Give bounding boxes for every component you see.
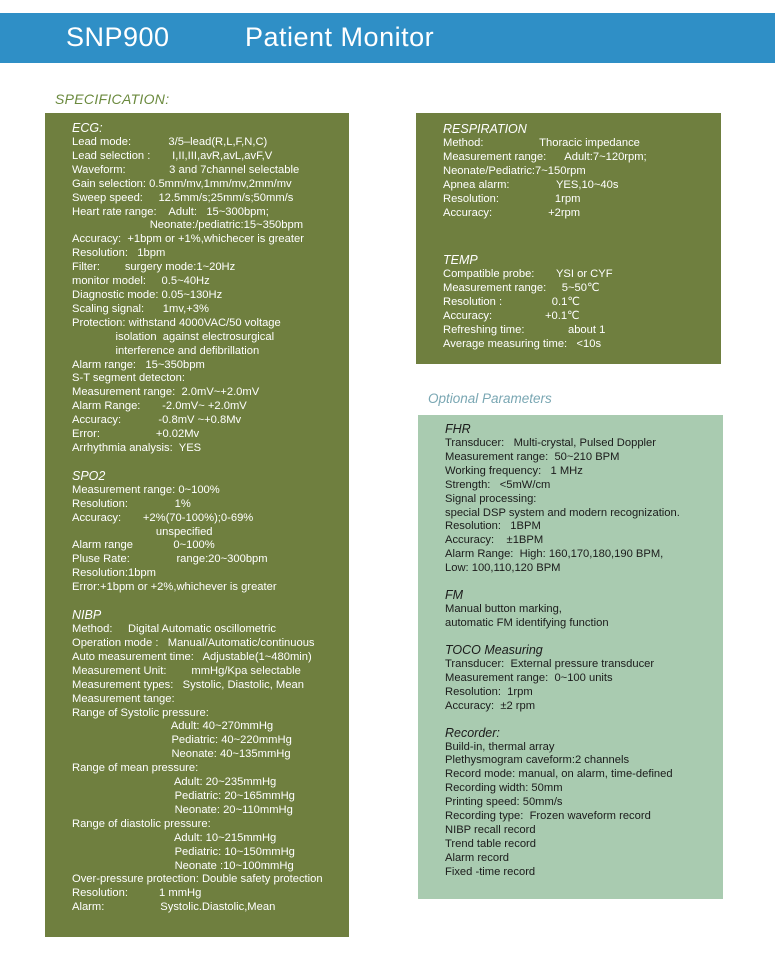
spec-line: monitor model: 0.5~40Hz <box>72 275 210 288</box>
spec-line: Resolution:1bpm <box>72 567 156 580</box>
spec-line: Compatible probe: YSI or CYF <box>443 268 613 281</box>
spec-line: Resolution: 1% <box>72 497 191 510</box>
spec-line: Resolution: 1bpm <box>72 247 166 260</box>
spec-line: Alarm range: 15~350bpm <box>72 358 205 371</box>
optional-panel <box>418 415 723 899</box>
spec-line: Resolution: 1BPM <box>445 520 541 533</box>
spec-line: Pediatric: 20~165mmHg <box>72 789 295 802</box>
spec-line: Measurement range: 0~100% <box>72 483 220 496</box>
spec-line: Average measuring time: <10s <box>443 337 602 350</box>
spec-line: Accuracy: ±1BPM <box>445 534 544 547</box>
spec-line: Neonate:/pediatric:15~350bpm <box>72 219 304 232</box>
spec-line: Resolution: 1rpm <box>445 685 533 698</box>
spec-line: Build-in, thermal array <box>445 740 555 753</box>
optional-heading-bar <box>418 387 723 415</box>
temp-title: TEMP <box>443 253 478 268</box>
fm-section <box>445 588 723 631</box>
recorder-lines <box>445 741 723 880</box>
spec-line: Arrhythmia analysis: YES <box>72 441 202 454</box>
spec-line: Signal processing: <box>445 492 537 505</box>
spec-line: Measurement range: 0~100 units <box>445 671 613 684</box>
nibp-title: NIBP <box>72 608 102 623</box>
spec-line: Alarm range 0~100% <box>72 539 215 552</box>
spec-line: Apnea alarm: YES,10~40s <box>443 178 619 191</box>
spec-line: Neonate: 40~135mmHg <box>72 748 291 761</box>
spec-line: Measurement range: Adult:7~120rpm; <box>443 150 647 163</box>
spec-left-panel <box>45 113 349 937</box>
toco-title: TOCO Measuring <box>445 642 543 657</box>
spec-line: Alarm record <box>445 851 510 864</box>
spec-line: Resolution : 0.1℃ <box>443 296 580 309</box>
respiration-title: RESPIRATION <box>443 122 527 136</box>
spec-right-panel <box>416 113 721 364</box>
spo2-title: SPO2 <box>72 468 106 483</box>
spec-line: Neonate/Pediatric:7~150rpm <box>443 164 586 177</box>
spec-line: Transducer: External pressure transducer <box>445 657 655 670</box>
spec-line: Accuracy: +0.1℃ <box>443 310 580 323</box>
spec-line: Measurement range: 50~210 BPM <box>445 450 620 463</box>
spec-line: Recording width: 50mm <box>445 782 563 795</box>
header-band <box>0 13 775 63</box>
recorder-title: Recorder: <box>445 725 500 740</box>
spec-line: Record mode: manual, on alarm, time-defined <box>445 768 673 781</box>
fm-title: FM <box>445 588 464 603</box>
spec-line: Adult: 40~270mmHg <box>72 720 274 733</box>
spo2-section <box>72 469 349 595</box>
spec-line: Measurement types: Systolic, Diastolic, Mean <box>72 678 304 691</box>
fhr-section <box>445 422 723 576</box>
fhr-title: FHR <box>445 422 471 436</box>
spec-line: Trend table record <box>445 837 536 850</box>
spec-line: Neonate :10~100mmHg <box>72 859 294 872</box>
toco-lines <box>445 658 723 714</box>
spec-line: Protection: withstand 4000VAC/50 voltage <box>72 316 281 329</box>
spec-line: Recording type: Frozen waveform record <box>445 810 651 823</box>
fhr-lines <box>445 437 723 576</box>
spec-line: Measurement range: 2.0mV~+2.0mV <box>72 386 260 399</box>
product-title: Patient Monitor <box>245 22 435 52</box>
spec-line: Alarm Range: -2.0mV~ +2.0mV <box>72 400 247 413</box>
spec-line: Heart rate range: Adult: 15~300bpm; <box>72 205 269 218</box>
spec-line: Resolution: 1rpm <box>443 192 581 205</box>
spec-line: Method: Thoracic impedance <box>443 137 640 149</box>
toco-section <box>445 643 723 714</box>
spec-line: Pediatric: 10~150mmHg <box>72 845 295 858</box>
ecg-title: ECG: <box>72 121 103 135</box>
spec-line: Pediatric: 40~220mmHg <box>72 734 292 747</box>
spec-line: unspecified <box>72 525 213 538</box>
spec-line: isolation against electrosurgical <box>72 330 275 343</box>
fm-lines <box>445 603 723 631</box>
spec-line: Accuracy: +2%(70-100%);0-69% <box>72 511 254 524</box>
specification-heading: SPECIFICATION: <box>55 91 170 107</box>
spec-line: Pluse Rate: range:20~300bpm <box>72 553 268 566</box>
spec-line: Lead selection : I,II,III,avR,avL,avF,V <box>72 149 273 162</box>
spec-line: Range of Systolic pressure: <box>72 706 209 719</box>
spec-line: Accuracy: -0.8mV ~+0.8Mv <box>72 414 242 427</box>
temp-section <box>443 253 721 351</box>
optional-parameters-heading: Optional Parameters <box>428 391 552 406</box>
spec-line: Range of diastolic pressure: <box>72 817 211 830</box>
spec-line: Printing speed: 50mm/s <box>445 796 563 809</box>
spec-line: Adult: 10~215mmHg <box>72 831 277 844</box>
spec-line: Alarm Range: High: 160,170,180,190 BPM, <box>445 548 664 561</box>
spec-line: Error:+1bpm or +2%,whichever is greater <box>72 581 277 594</box>
model-name: SNP900 <box>66 22 170 52</box>
spec-line: special DSP system and modern recognization. <box>445 506 680 519</box>
spec-line: Scaling signal: 1mv,+3% <box>72 302 209 315</box>
spec-line: Range of mean pressure: <box>72 762 199 775</box>
spec-line: Gain selection: 0.5mm/mv,1mm/mv,2mm/mv <box>72 177 292 190</box>
ecg-section <box>72 121 349 456</box>
spec-line: Auto measurement time: Adjustable(1~480min) <box>72 650 312 663</box>
spec-line: Adult: 20~235mmHg <box>72 776 277 789</box>
spec-line: Accuracy: +1bpm or +1%,whichecer is greater <box>72 233 304 246</box>
spec-line: Accuracy: ±2 rpm <box>445 699 536 712</box>
spec-line: Lead mode: 3/5–lead(R,L,F,N,C) <box>72 136 268 148</box>
spec-line: S-T segment detecton: <box>72 372 185 385</box>
recorder-section <box>445 726 723 880</box>
spec-line: Strength: <5mW/cm <box>445 478 551 491</box>
spec-line: Operation mode : Manual/Automatic/continuous <box>72 637 315 649</box>
ecg-lines <box>72 136 349 456</box>
respiration-section <box>443 122 721 220</box>
spec-line: Measurement range: 5~50℃ <box>443 282 600 295</box>
spec-line: Alarm: Systolic.Diastolic,Mean <box>72 901 276 914</box>
spec-line: Manual button marking, <box>445 603 562 616</box>
spec-line: Method: Digital Automatic oscillometric <box>72 623 276 636</box>
spec-line: Error: +0.02Mv <box>72 428 200 441</box>
spec-line: Fixed -time record <box>445 865 536 878</box>
spec-line: Filter: surgery mode:1~20Hz <box>72 261 236 274</box>
spec-line: Resolution: 1 mmHg <box>72 887 202 900</box>
spec-line: interference and defibrillation <box>72 344 260 357</box>
spec-line: NIBP recall record <box>445 823 536 836</box>
spec-line: Transducer: Multi-crystal, Pulsed Doppler <box>445 437 656 449</box>
spec-line: Accuracy: +2rpm <box>443 206 581 219</box>
spec-line: Plethysmogram caveform:2 channels <box>445 754 630 767</box>
spec-line: Measurement Unit: mmHg/Kpa selectable <box>72 664 301 677</box>
spec-line: Refreshing time: about 1 <box>443 324 606 337</box>
spec-line: automatic FM identifying function <box>445 616 609 629</box>
temp-lines <box>443 268 721 351</box>
spec-line: Sweep speed: 12.5mm/s;25mm/s;50mm/s <box>72 191 294 204</box>
spec-line: Working frequency: 1 MHz <box>445 464 583 477</box>
spec-line: Over-pressure protection: Double safety protection <box>72 873 323 886</box>
nibp-section <box>72 608 349 915</box>
spec-line: Diagnostic mode: 0.05~130Hz <box>72 288 223 301</box>
spec-line: Measurement tange: <box>72 692 175 705</box>
spec-line: Waveform: 3 and 7channel selectable <box>72 163 300 176</box>
respiration-lines <box>443 137 721 220</box>
spo2-lines <box>72 484 349 595</box>
nibp-lines <box>72 623 349 915</box>
spec-line: Neonate: 20~110mmHg <box>72 803 293 816</box>
spec-line: Low: 100,110,120 BPM <box>445 562 561 575</box>
